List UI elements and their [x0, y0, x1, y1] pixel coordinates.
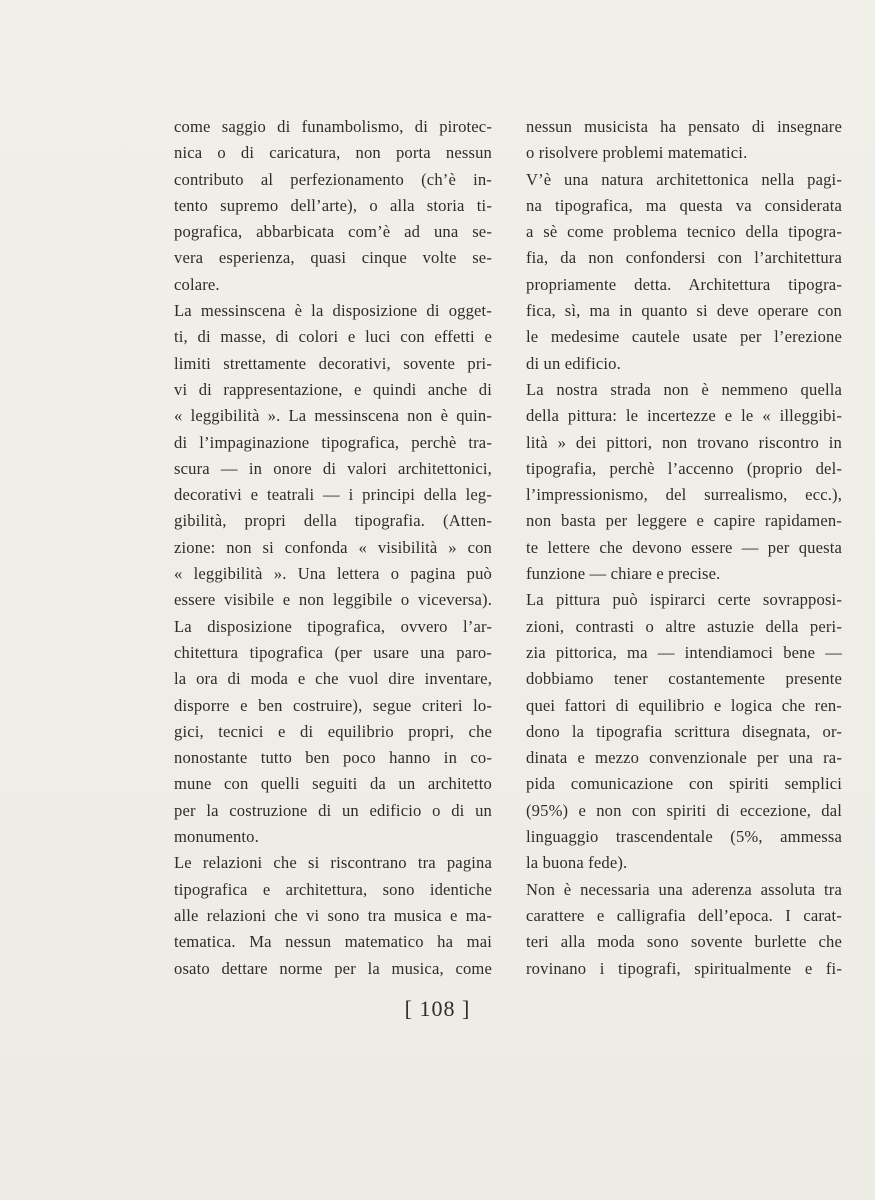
text-line: tipografia, perchè l’accenno (proprio del- — [526, 458, 842, 478]
text-line: vera esperienza, quasi cinque volte se- — [174, 248, 492, 268]
right-text-column — [526, 114, 842, 982]
text-line: fia, da non confondersi con l’architettura — [526, 248, 842, 268]
text-line: decorativi e teatrali — i principi della leg- — [174, 485, 492, 505]
text-line: colare. — [174, 274, 220, 294]
text-line: quei fattori di equilibrio e logica che ren- — [526, 695, 842, 715]
text-line: come saggio di funambolismo, di pirotec- — [174, 117, 492, 136]
text-line: propriamente detta. Architettura tipogra- — [526, 274, 842, 294]
text-line: La disposizione tipografica, ovvero l’ar- — [174, 616, 492, 636]
text-line: pografica, abbarbicata com’è ad una se- — [174, 222, 492, 242]
text-line: nessun musicista ha pensato di insegnare — [526, 117, 842, 136]
text-line: della pittura: le incertezze e le « illeggibi- — [526, 406, 842, 426]
text-line: zione: non si confonda « visibilità » con — [174, 537, 492, 557]
text-line: na tipografica, ma questa va considerata — [526, 195, 842, 215]
text-line: « leggibilità ». Una lettera o pagina può — [174, 564, 492, 584]
text-line: di un edificio. — [526, 353, 621, 373]
text-line: la ora di moda e che vuol dire inventare, — [174, 669, 492, 689]
text-line: carattere e calligrafia dell’epoca. I carat- — [526, 905, 842, 925]
text-line: contributo al perfezionamento (ch’è in- — [174, 169, 492, 189]
text-line: essere visibile e non leggibile o viceversa). — [174, 590, 492, 610]
text-line: alle relazioni che vi sono tra musica e ma- — [174, 905, 492, 925]
text-line: osato dettare norme per la musica, come — [174, 958, 492, 978]
text-line: limiti strettamente decorativi, sovente pri- — [174, 353, 492, 373]
text-line: gici, tecnici e di equilibrio propri, che — [174, 721, 492, 741]
text-line: ti, di masse, di colori e luci con effetti e — [174, 327, 492, 347]
text-line: nica o di caricatura, non porta nessun — [174, 143, 492, 163]
text-line: tento supremo dell’arte), o alla storia ti- — [174, 195, 492, 215]
text-line: di l’impaginazione tipografica, perchè tra- — [174, 432, 492, 452]
text-line: o risolvere problemi matematici. — [526, 143, 748, 163]
text-line: (95%) e non con spiriti di eccezione, dal — [526, 800, 842, 820]
left-text-column — [174, 114, 492, 982]
text-line: la buona fede). — [526, 853, 628, 873]
text-line: nonostante tutto ben poco hanno in co- — [174, 748, 492, 768]
text-line: V’è una natura architettonica nella pagi- — [526, 169, 842, 189]
text-line: a sè come problema tecnico della tipogra- — [526, 222, 842, 242]
text-line: disporre e ben costruire), segue criteri lo- — [174, 695, 492, 715]
text-line: La messinscena è la disposizione di ogget- — [174, 301, 492, 321]
text-line: tipografica e architettura, sono identiche — [174, 879, 492, 899]
text-line: chitettura tipografica (per usare una paro- — [174, 642, 492, 662]
text-line: zia pittorica, ma — intendiamoci bene — — [526, 642, 842, 662]
text-line: te lettere che devono essere — per questa — [526, 537, 842, 557]
text-line: scura — in onore di valori architettonici, — [174, 458, 492, 478]
page-number: [ 108 ] — [404, 996, 471, 1021]
text-line: monumento. — [174, 827, 259, 847]
text-line: pida comunicazione con spiriti semplici — [526, 774, 842, 794]
text-line: Non è necessaria una aderenza assoluta tra — [526, 879, 842, 899]
text-line: non basta per leggere e capire rapidamen- — [526, 511, 842, 531]
text-line: dobbiamo tener costantemente presente — [526, 669, 842, 689]
text-line: rovinano i tipografi, spiritualmente e fi- — [526, 958, 842, 978]
text-line: vi di rappresentazione, e quindi anche di — [174, 379, 492, 399]
text-line: dono la tipografia scrittura disegnata, or- — [526, 721, 842, 741]
text-line: zioni, contrasti o altre astuzie della peri- — [526, 616, 842, 636]
text-line: tematica. Ma nessun matematico ha mai — [174, 932, 492, 952]
text-line: dinata e mezzo convenzionale per una ra- — [526, 748, 842, 768]
text-line: La pittura può ispirarci certe sovrapposi- — [526, 590, 842, 610]
text-line: lità » dei pittori, non trovano riscontro in — [526, 432, 842, 452]
text-line: gibilità, propri della tipografia. (Atten- — [174, 511, 492, 531]
text-line: l’impressionismo, del surrealismo, ecc.), — [526, 485, 842, 505]
text-line: fica, sì, ma in quanto si deve operare con — [526, 301, 842, 321]
text-line: le medesime cautele usate per l’erezione — [526, 327, 842, 347]
text-line: per la costruzione di un edificio o di un — [174, 800, 492, 820]
text-line: funzione — chiare e precise. — [526, 564, 721, 584]
text-line: mune con quelli seguiti da un architetto — [174, 774, 492, 794]
text-line: teri alla moda sono sovente burlette che — [526, 932, 842, 952]
text-line: linguaggio trascendentale (5%, ammessa — [526, 827, 842, 847]
text-line: Le relazioni che si riscontrano tra pagina — [174, 853, 492, 873]
text-line: La nostra strada non è nemmeno quella — [526, 379, 842, 399]
text-line: « leggibilità ». La messinscena non è quin- — [174, 406, 492, 426]
